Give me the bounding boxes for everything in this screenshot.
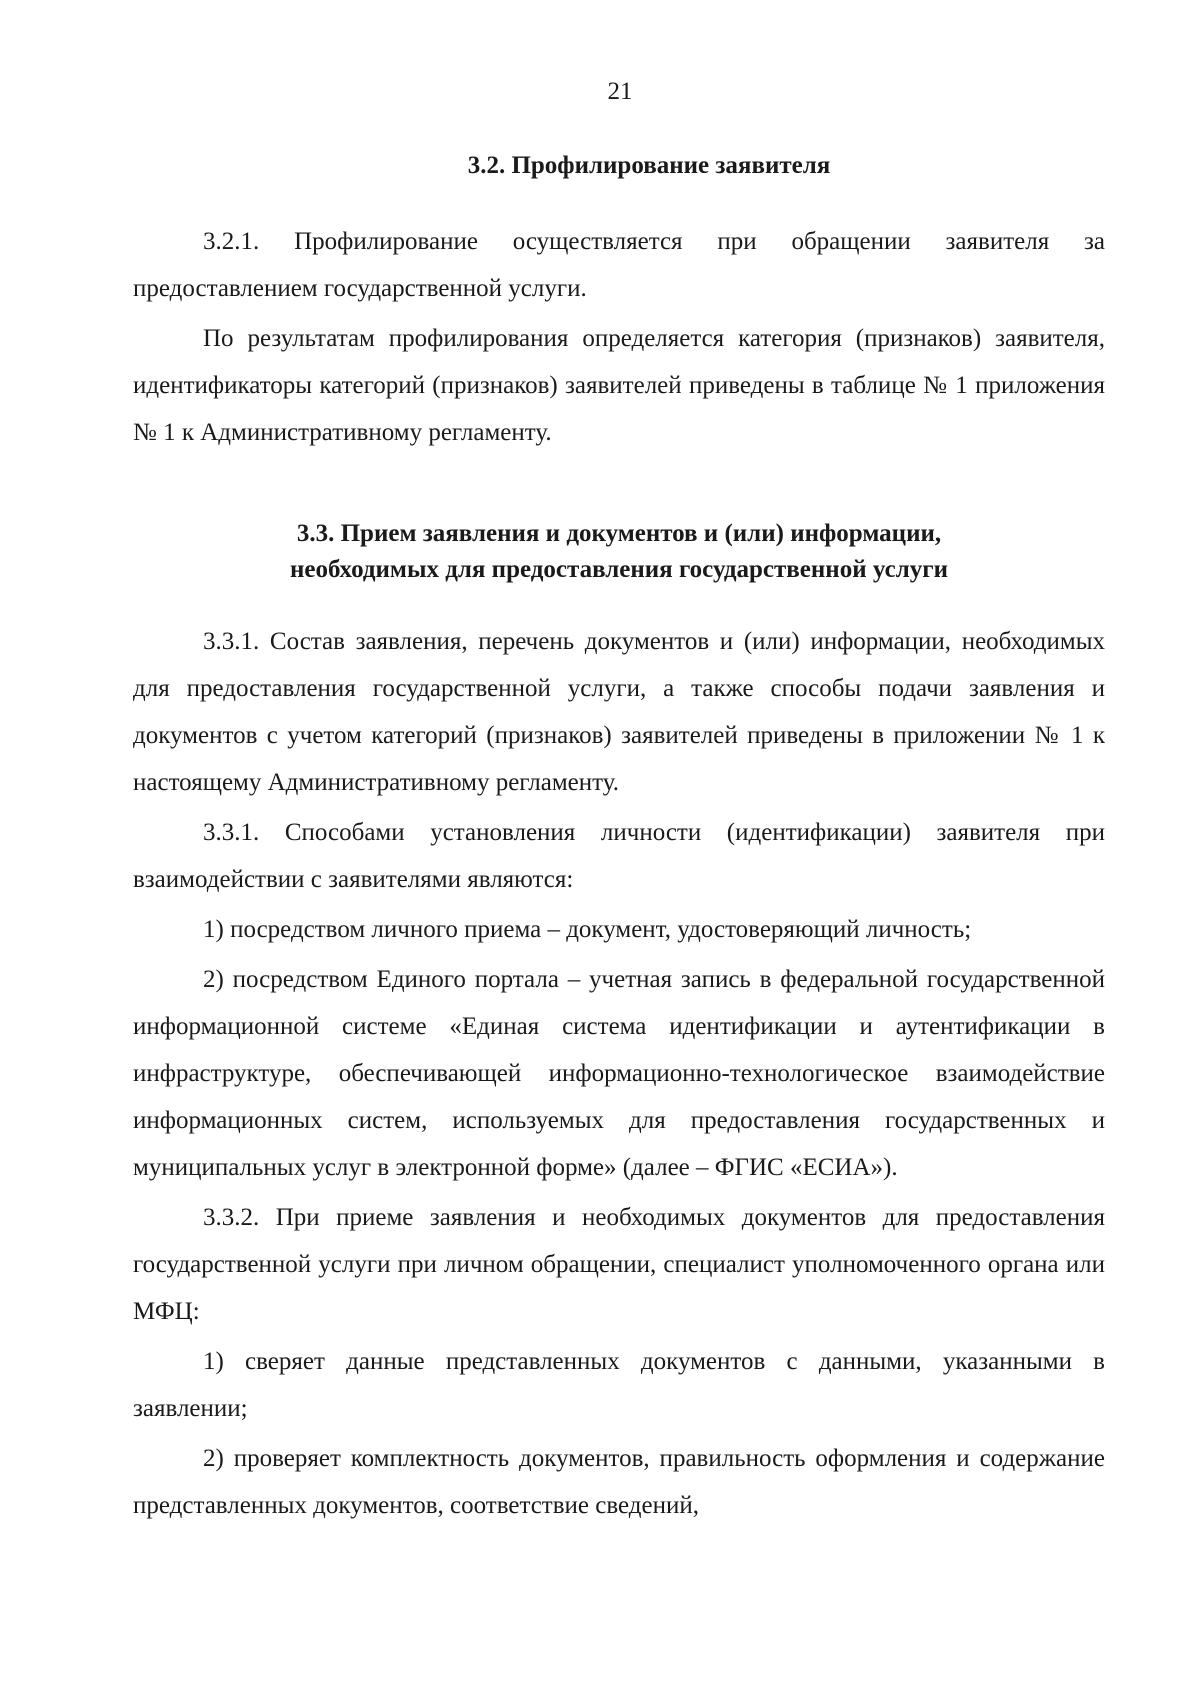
section-heading-line: 3.3. Прием заявления и документов и (или) информации, xyxy=(296,520,942,547)
document-body xyxy=(133,140,1105,1532)
paragraph: По результатам профилирования определяется категория (признаков) заявителя, идентификаторы категорий (признаков) заявителей приведены в таблице № 1 приложения № 1 к Административному регламенту. xyxy=(133,325,1105,446)
paragraph: 3.3.1. Способами установления личности (идентификации) заявителя при взаимодействии с заявителями являются: xyxy=(133,819,1105,893)
paragraph: 3.2.1. Профилирование осуществляется при обращении заявителя за предоставлением государственной услуги. xyxy=(133,228,1105,302)
list-item: 1) сверяет данные представленных документов с данными, указанными в заявлении; xyxy=(133,1348,1105,1422)
page-number: 21 xyxy=(607,78,633,105)
list-item: 2) посредством Единого портала – учетная запись в федеральной государственной информационной системе «Единая система идентификации и аутентификации в инфраструктуре, обеспечивающей информационно-технологическое взаимодействие информационных систем, используемых для предоставления государственных и муниципальных услуг в электронной форме» (далее – ФГИС «ЕСИА»). xyxy=(133,966,1105,1181)
section-heading-3-3 xyxy=(133,516,1105,588)
list-item: 1) посредством личного приема – документ, удостоверяющий личность; xyxy=(203,916,972,943)
section-heading-3-2: 3.2. Профилирование заявителя xyxy=(467,152,831,179)
list-item: 2) проверяет комплектность документов, правильность оформления и содержание представленных документов, соответствие сведений, xyxy=(133,1445,1105,1519)
paragraph: 3.3.2. При приеме заявления и необходимых документов для предоставления государственной услуги при личном обращении, специалист уполномоченного органа или МФЦ: xyxy=(133,1204,1105,1325)
section-heading-line: необходимых для предоставления государственной услуги xyxy=(290,556,948,583)
paragraph: 3.3.1. Состав заявления, перечень документов и (или) информации, необходимых для предоставления государственной услуги, а также способы подачи заявления и документов с учетом категорий (признаков) заявителей приведены в приложении № 1 к настоящему Административному регламенту. xyxy=(133,628,1105,796)
